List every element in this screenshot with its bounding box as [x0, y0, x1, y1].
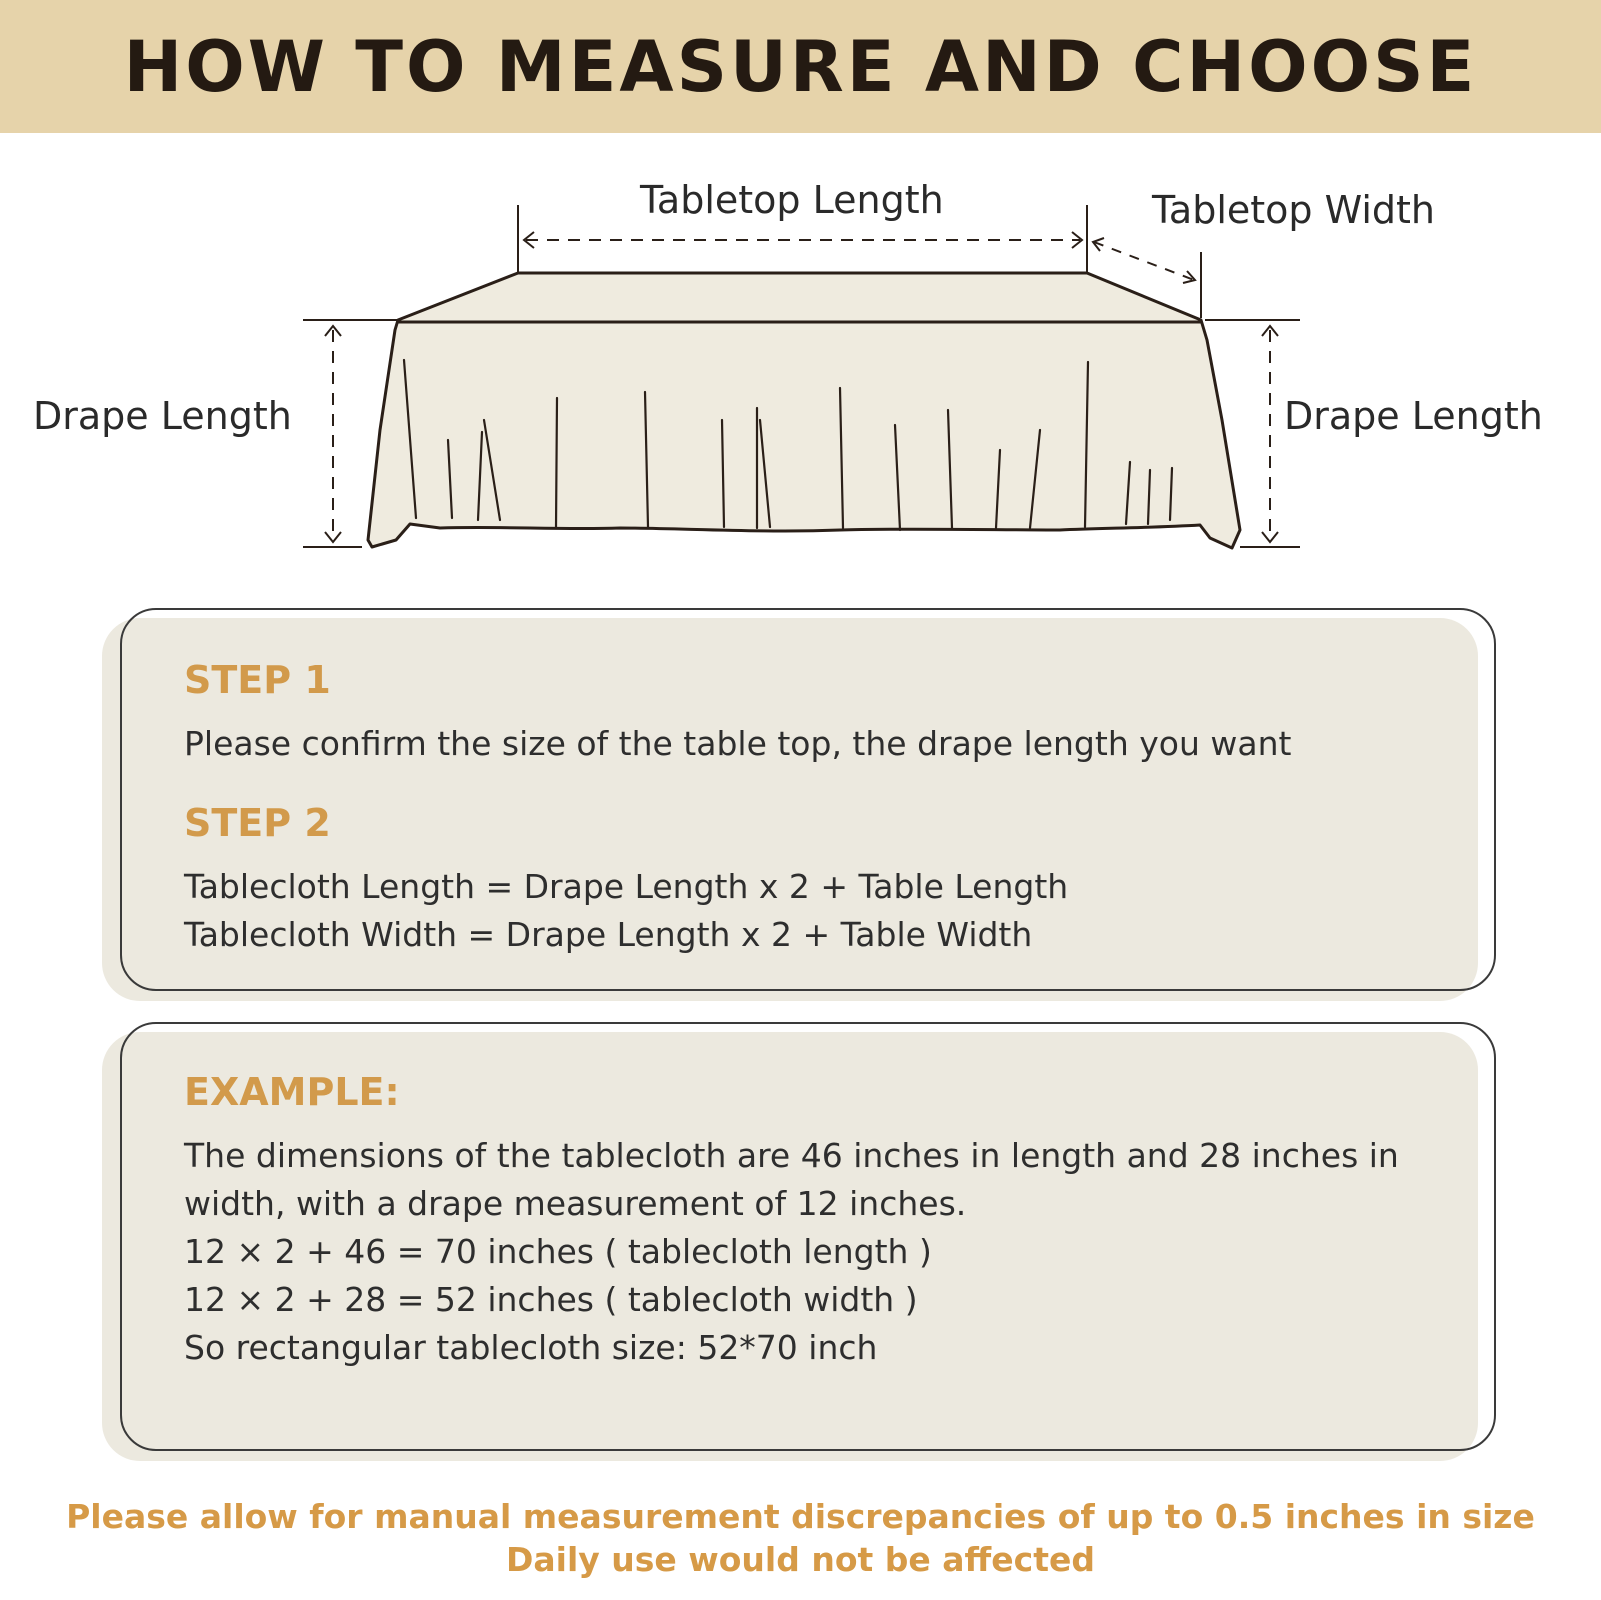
- steps-card: [120, 608, 1496, 991]
- tablecloth-diagram: [0, 140, 1601, 580]
- example-line-4: 12 × 2 + 28 = 52 inches ( tablecloth width ): [184, 1280, 918, 1319]
- drape-length-right-label: Drape Length: [1284, 394, 1543, 438]
- page-title: HOW TO MEASURE AND CHOOSE: [123, 25, 1478, 108]
- example-line-3: 12 × 2 + 46 = 70 inches ( tablecloth length ): [184, 1232, 932, 1271]
- example-title: EXAMPLE:: [184, 1070, 400, 1114]
- example-card: [120, 1022, 1496, 1451]
- example-line-5: So rectangular tablecloth size: 52*70 inch: [184, 1328, 878, 1367]
- example-line-2: width, with a drape measurement of 12 inches.: [184, 1184, 967, 1223]
- drape-length-left-label: Drape Length: [33, 394, 292, 438]
- step2-title: STEP 2: [184, 801, 331, 845]
- header-banner: [0, 0, 1601, 133]
- step1-title: STEP 1: [184, 658, 331, 702]
- measurement-notice-line-2: Daily use would not be affected: [505, 1540, 1095, 1579]
- step2-width-formula: Tablecloth Width = Drape Length x 2 + Table Width: [184, 915, 1033, 954]
- step1-text: Please confirm the size of the table top, the drape length you want: [184, 724, 1292, 763]
- tabletop-length-label: Tabletop Length: [640, 178, 944, 222]
- example-line-1: The dimensions of the tablecloth are 46 inches in length and 28 inches in: [184, 1136, 1399, 1175]
- step2-length-formula: Tablecloth Length = Drape Length x 2 + Table Length: [184, 867, 1069, 906]
- measurement-notice-line-1: Please allow for manual measurement discrepancies of up to 0.5 inches in size: [66, 1497, 1535, 1536]
- tabletop-width-label: Tabletop Width: [1152, 188, 1436, 232]
